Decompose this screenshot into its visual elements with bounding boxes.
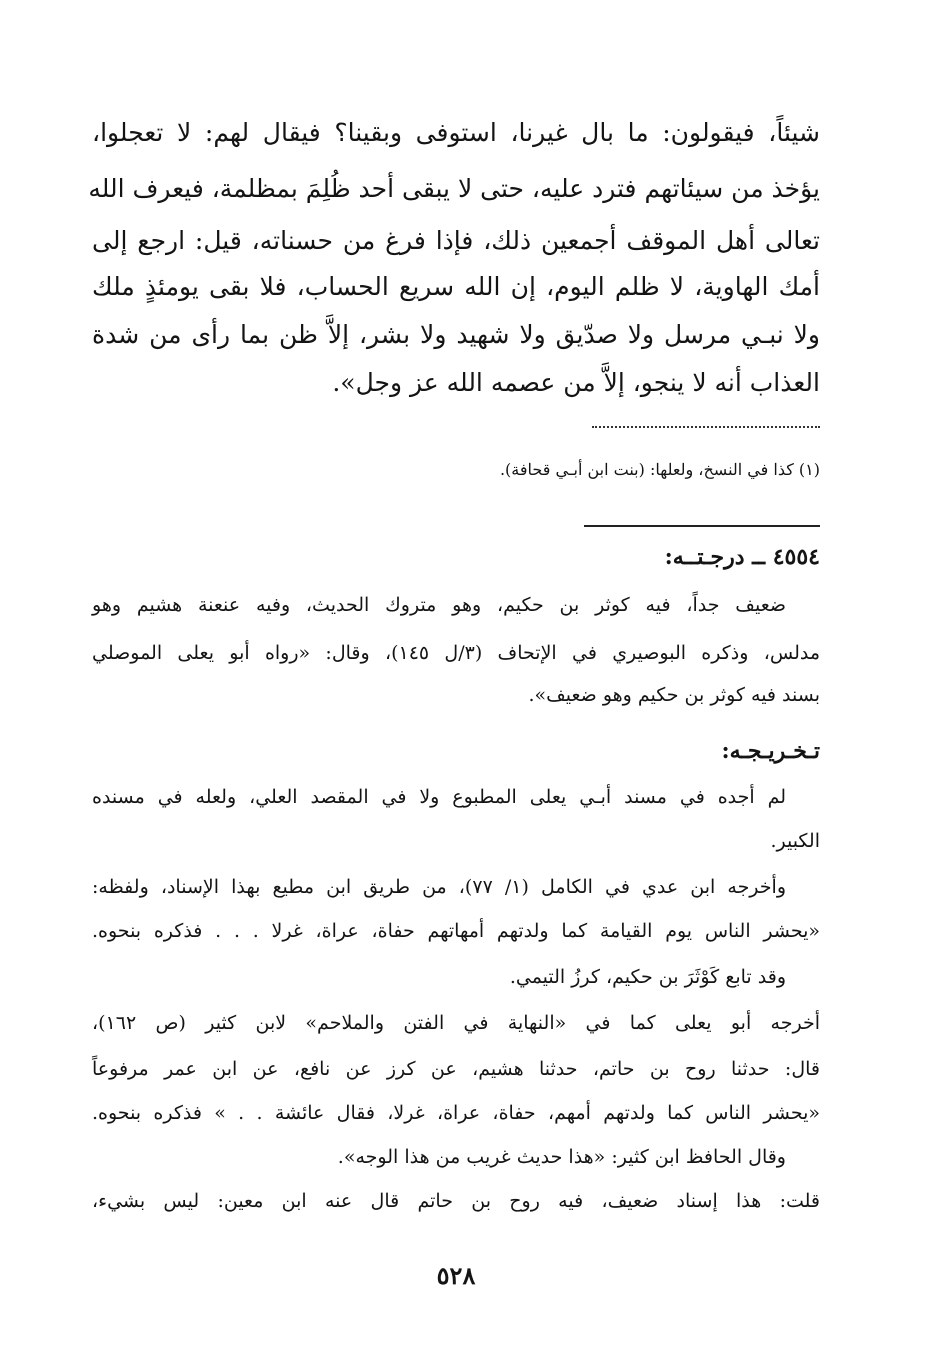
grade-heading: ٤٥٥٤ ــ درجـتــه: [664,544,820,570]
main-text-line: ولا نبـي مرسل ولا صدّيق ولا شهيد ولا بشر، إلاَّ ظن بما رأى من شدة [92,320,820,349]
takhrij-line: لم أجده في مسند أبـي يعلى المطبوع ولا في المقصد العلي، ولعله في مسنده [92,786,786,808]
takhrij-line: وقال الحافظ ابن كثير: «هذا حديث غريب من هذا الوجه». [337,1146,786,1168]
grade-line: بسند فيه كوثر بن حكيم وهو ضعيف». [528,684,820,706]
page-number: ٥٢٨ [436,1261,476,1290]
takhrij-line: وقد تابع كَوْثَرَ بن حكيم، كرزُ التيمي. [509,966,786,988]
takhrij-line: وأخرجه ابن عدي في الكامل (١/ ٧٧)، من طريق ابن مطيع بهذا الإسناد، ولفظه: [92,876,786,898]
takhrij-line: «يحشر الناس كما ولدتهم أمهم، حفاة، عراة، غرلا، فقال عائشة . . » فذكره بنحوه. [92,1102,820,1124]
grade-line: ضعيف جداً، فيه كوثر بن حكيم، وهو متروك الحديث، وفيه عنعنة هشيم وهو [92,594,786,616]
section-divider [584,525,820,527]
takhrij-line: قال: حدثنا روح بن حاتم، حدثنا هشيم، عن كرز عن نافع، عن ابن عمر مرفوعاً [92,1058,820,1080]
main-text-line: أمك الهاوية، لا ظلم اليوم، إن الله سريع الحساب، فلا بقى يومئذٍ ملك [92,272,820,301]
takhrij-line: أخرجه أبو يعلى كما في «النهاية في الفتن والملاحم» لابن كثير (ص ١٦٢)، [92,1012,820,1034]
footnote: (١) كذا في النسخ، ولعلها: (بنت ابن أبـي قحافة). [499,460,820,479]
grade-line: مدلس، وذكره البوصيري في الإتحاف (٣/ل ١٤٥)، وقال: «رواه أبو يعلى الموصلي [92,642,821,664]
main-text-line: شيئاً، فيقولون: ما بال غيرنا، استوفى وبقينا؟ فيقال لهم: لا تعجلوا، [92,118,820,147]
book-page [88,0,821,1371]
takhrij-line: «يحشر الناس يوم القيامة كما ولدتهم أمهاتهم حفاة، عراة، غرلا . . . فذكره بنحوه. [92,920,820,942]
takhrij-line: قلت: هذا إسناد ضعيف، فيه روح بن حاتم قال عنه ابن معين: ليس بشيء، [92,1190,820,1212]
main-text-line: العذاب أنه لا ينجو، إلاَّ من عصمه الله عز وجل». [332,368,820,397]
takhrij-heading: تـخـريـجـه: [721,738,820,764]
main-text-line: تعالى أهل الموقف أجمعين ذلك، فإذا فرغ من حسناته، قيل: ارجع إلى [92,226,820,255]
takhrij-line: الكبير. [770,830,820,852]
main-text-line: يؤخذ من سيئاتهم فترد عليه، حتى لا يبقى أحد ظُلِمَ بمظلمة، فيعرف الله [88,174,820,203]
footnote-separator [592,426,820,428]
